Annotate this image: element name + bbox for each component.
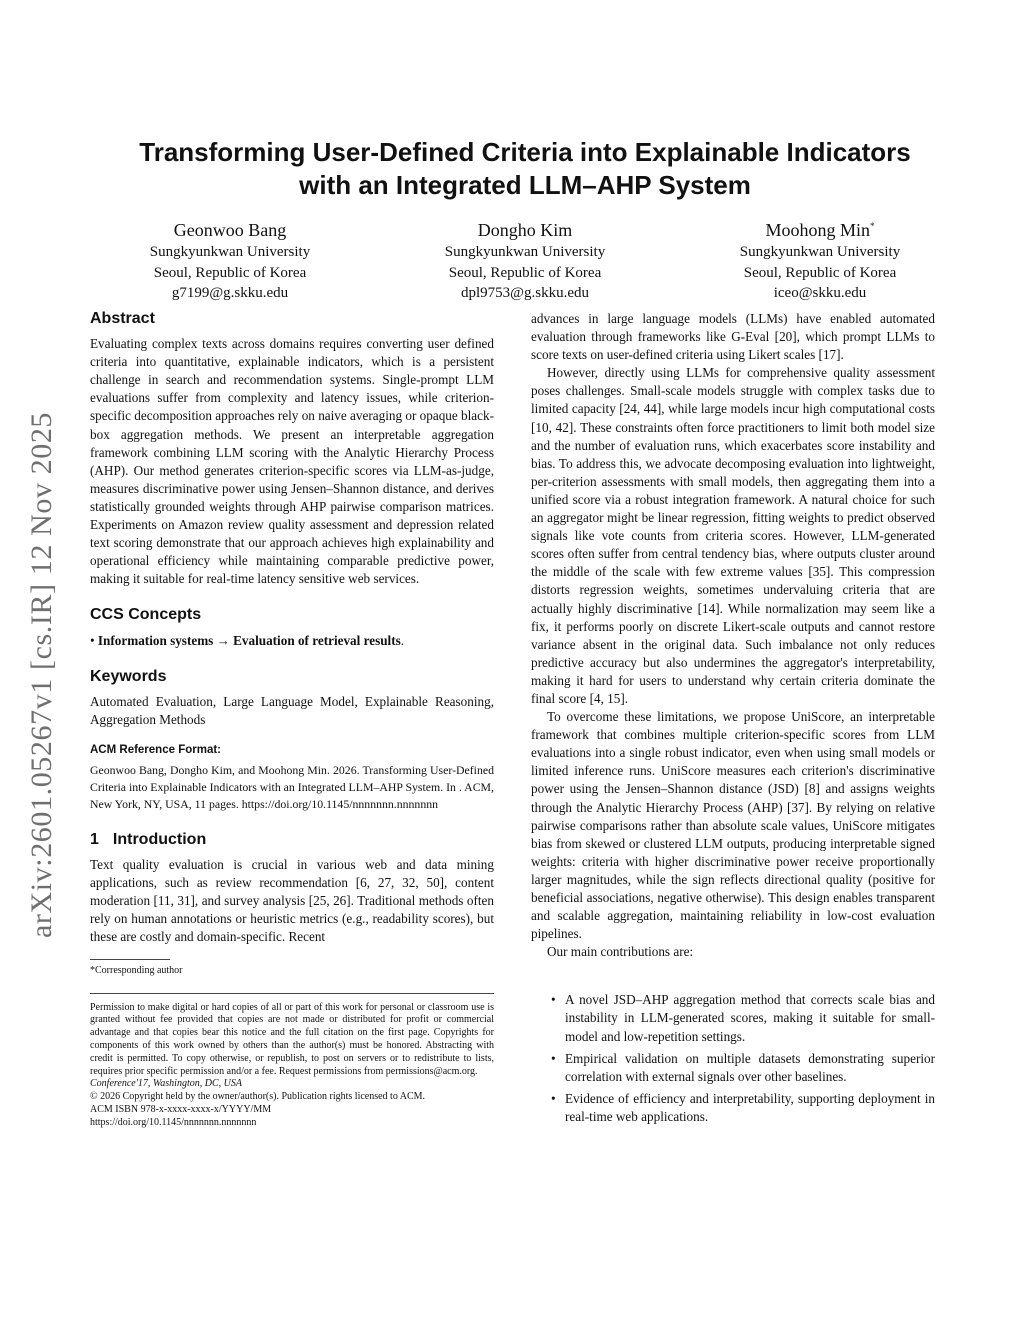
author-email: iceo@skku.edu (773, 285, 867, 301)
left-column (90, 310, 494, 1130)
author-location: Seoul, Republic of Korea (743, 264, 897, 281)
list-item: • A novel JSD–AHP aggregation method that corrects scale bias and instability in LLM-generated scores, making it suitable for small-model and low-repetition settings. (551, 992, 935, 1044)
right-column (531, 310, 935, 1130)
author-2 (395, 214, 655, 304)
author-name: Geonwoo Bang (173, 220, 287, 240)
section-heading-introduction: 1 Introduction (90, 830, 207, 848)
paper-title (80, 136, 970, 202)
title-line-1: Transforming User-Defined Criteria into Explainable Indicators (139, 137, 911, 167)
contributions-intro: Our main contributions are: (547, 944, 694, 960)
ccs-heading: CCS Concepts (90, 606, 202, 624)
abstract-text: Evaluating complex texts across domains requires converting user defined criteria into quantitative, explainable indicators, which is a persistent challenge in search and recommendation systems. Single-prompt LLM evaluations suffer from complexity and latency issues, while criterion-specific decomposition approaches rely on naive averaging or opaque black-box aggregation methods. We present an interpretable aggregation framework combining LLM scoring with the Analytic Hierarchy Process (AHP). Our method generates criterion-specific scores via LLM-as-judge, measures discriminative power using Jensen–Shannon distance, and derives statistically grounded weights through AHP pairwise comparison matrices. Experiments on Amazon review quality assessment and depression related text scoring demonstrate that our approach achieves high explainability and operational efficiency while maintaining comparable predictive power, making it suitable for real-time latency sensitive web services. (90, 336, 494, 587)
arxiv-identifier: arXiv:2601.05267v1 [cs.IR] 12 Nov 2025 (25, 411, 58, 939)
author-affiliation: Sungkyunkwan University (444, 244, 606, 260)
list-item: • Evidence of efficiency and interpretability, supporting deployment in real-time web applications. (551, 1090, 935, 1124)
list-item: • Empirical validation on multiple datasets demonstrating superior correlation with external signals over other baselines. (551, 1050, 935, 1084)
keywords-heading: Keywords (90, 667, 167, 685)
isbn-line: ACM ISBN 978-x-xxxx-xxxx-x/YYYY/MM (90, 1103, 272, 1115)
keywords-text: Automated Evaluation, Large Language Model, Explainable Reasoning, Aggregation Methods (90, 693, 494, 727)
contributions-list (531, 991, 935, 1126)
author-email: dpl9753@g.skku.edu (461, 285, 589, 301)
permission-text: Permission to make digital or hard copies of all or part of this work for personal or classroom use is granted without fee provided that copies are not made or distributed for profit or commercial advantage and that copies bear this notice and the full citation on the first page. Copyrights for components of this work owned by others than the author(s) must be honored. Abstracting with credit is permitted. To copy otherwise, or republish, to post on servers or to redistribute to lists, requires prior specific permission and/or a fee. Request permissions from permissions@acm.org. (90, 1001, 494, 1077)
abstract-heading: Abstract (90, 310, 155, 327)
author-email: g7199@g.skku.edu (171, 285, 289, 301)
author-name: Dongho Kim (477, 220, 573, 240)
doi-link[interactable]: https://doi.org/10.1145/nnnnnnn.nnnnnnn (90, 1116, 257, 1128)
footnote-rule (90, 959, 170, 960)
acm-reference-text: Geonwoo Bang, Dongho Kim, and Moohong Min. 2026. Transforming User-Defined Criteria into Explainable Indicators with an Integrated LLM–AHP System. In . ACM, New York, NY, USA, 11 pages. https://doi.org/10.1145/nnnnnnn.nnnnnnn (90, 762, 494, 811)
ccs-concept-item: • Information systems → Evaluation of retrieval results. (90, 632, 405, 648)
permission-block (90, 993, 494, 1130)
author-location: Seoul, Republic of Korea (448, 264, 602, 281)
arxiv-sidebar (12, 370, 72, 980)
author-location: Seoul, Republic of Korea (153, 264, 307, 281)
acm-reference-heading: ACM Reference Format: (90, 743, 221, 756)
body-paragraph: To overcome these limitations, we propose UniScore, an interpretable framework that combines multiple criterion-specific scores from LLM evaluations into a single robust indicator, even when using small models or limited inference runs. UniScore measures each criterion's discriminative power using the Jensen–Shannon distance (JSD) [8] and assigns weights through the Analytic Hierarchy Process (AHP) [37]. By relying on relative pairwise comparisons rather than absolute scale values, UniScore mitigates bias from skewed or clustered LLM outputs, producing interpretable signed weights: criteria with higher discriminative power receive proportionally larger magnitudes, while the sign reflects directional quality (positive for beneficial associations, negative otherwise). This design enables transparent and scalable aggregation, maintaining reliability in low-cost evaluation pipelines. (531, 709, 935, 942)
author-affiliation: Sungkyunkwan University (739, 244, 901, 260)
copyright-line: © 2026 Copyright held by the owner/author(s). Publication rights licensed to ACM. (90, 1091, 426, 1103)
title-line-2: with an Integrated LLM–AHP System (299, 170, 751, 200)
body-paragraph: advances in large language models (LLMs) have enabled automated evaluation through frameworks like G-Eval [20], which prompt LLMs to score texts on user-defined criteria using Likert scales [17]. (531, 311, 935, 363)
author-affiliation: Sungkyunkwan University (149, 244, 311, 260)
conference-line: Conference'17, Washington, DC, USA (90, 1078, 242, 1090)
author-3 (690, 214, 950, 304)
author-block (100, 214, 950, 304)
author-name: Moohong Min* (765, 220, 875, 240)
body-paragraph: However, directly using LLMs for comprehensive quality assessment poses challenges. Small-scale models struggle with complex tasks due to limited capacity [24, 44], while large models incur high computational costs [10, 42]. These constraints often force practitioners to limit both model size and the number of evaluation runs, which exacerbates score instability and bias. To address this, we advocate decomposing evaluation into lightweight, per-criterion assessments with small models, then aggregating them into a unified score via a robust integration framework. A natural choice for such an aggregator might be linear regression, fitting weights to predict observed signals like vote counts from criteria scores. However, LLM-generated scores often suffer from central tendency bias, where outputs cluster around the middle of the scale with few extreme values [35]. This compression distorts regression weights, sometimes undervaluing criteria that are actually highly discriminative [14]. While normalization may seem like a fix, it performs poorly on discrete Likert-scale outputs and cannot restore variance absent in the original data. Such imbalance not only reduces predictive accuracy but also undermines the aggregator's interpretability, making it hard for users to understand why certain criteria dominate the final score [4, 15]. (531, 365, 935, 706)
footnote-corresponding-author: *Corresponding author (90, 964, 183, 976)
intro-paragraph: Text quality evaluation is crucial in various web and data mining applications, such as review recommendation [6, 27, 32, 50], content moderation [11, 31], and survey analysis [25, 26]. Traditional methods often rely on human annotations or heuristic metrics (e.g., readability scores), but these are costly and domain-specific. Recent (90, 857, 494, 945)
author-1 (100, 214, 360, 304)
